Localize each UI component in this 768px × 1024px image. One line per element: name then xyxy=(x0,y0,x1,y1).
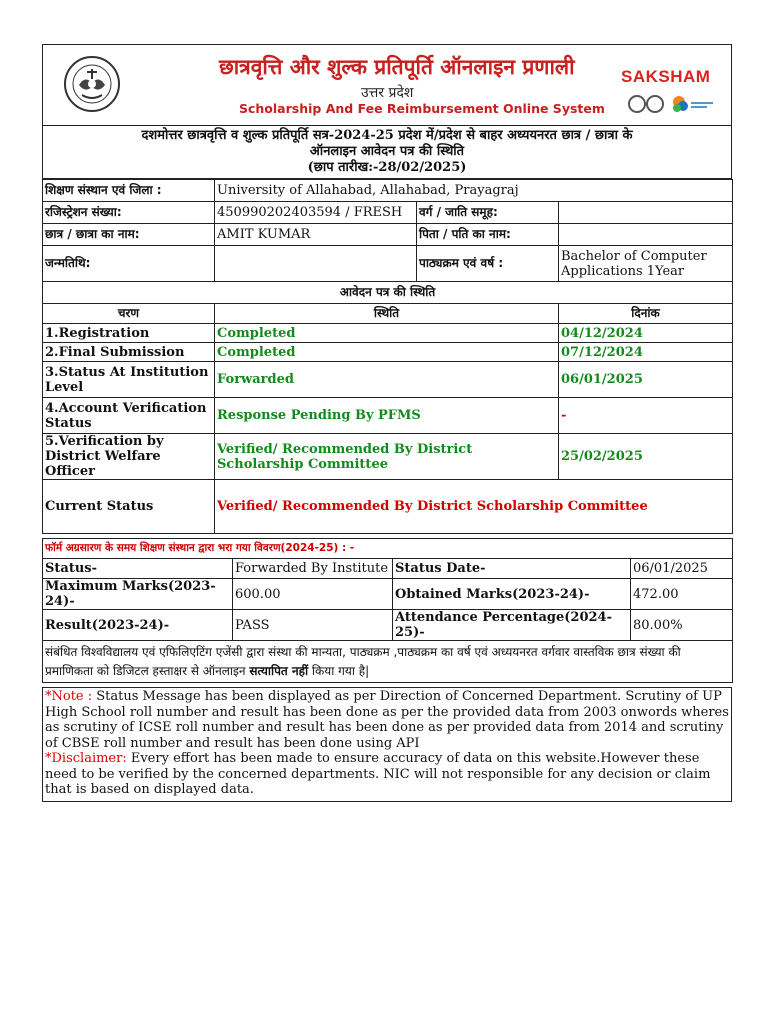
max-marks-value: 600.00 xyxy=(233,579,393,610)
result-value: PASS xyxy=(233,610,393,641)
institution-label: शिक्षण संस्थान एवं जिला : xyxy=(43,180,215,202)
status-section-heading: आवेदन पत्र की स्थिति xyxy=(43,282,733,304)
remark-text: संबंधित विश्वविद्यालय एवं एफिलिएटिंग एजेंसी द्वारा संस्था की मान्यता, पाठ्यक्रम ,पाठ्यक्रम का वर्ष एवं अध्ययनरत वर्गवार वास्तविक छात्र संख्या की प्रमाणिकता को डिजिटल हस्ताक्षर से ऑनलाइन xyxy=(45,644,681,678)
table-row xyxy=(43,398,733,434)
institution-form-heading: फॉर्म अग्रसारण के समय शिक्षण संस्थान द्वारा भरा गया विवरण(2024-25) : - xyxy=(43,539,733,559)
remark-text-end: किया गया है| xyxy=(308,663,370,678)
disclaimer-text: Every effort has been made to ensure accuracy of data on this website.However these need to be verified by the concerned departments. NIC will not responsible for any decision or claim that is based on displayed data. xyxy=(45,751,711,797)
date-cell: - xyxy=(559,398,733,434)
state-name-hindi: उत्तर प्रदेश xyxy=(361,85,414,101)
form-status-value: Forwarded By Institute xyxy=(233,559,393,579)
obtained-marks-value: 472.00 xyxy=(631,579,733,610)
print-date: (छाप तारीख:-28/02/2025) xyxy=(307,160,467,175)
father-name-label: पिता / पति का नाम: xyxy=(417,224,559,246)
student-name-value: AMIT KUMAR xyxy=(215,224,417,246)
status-cell: Response Pending By PFMS xyxy=(215,398,559,434)
stage-cell: 5.Verification by District Welfare Officer xyxy=(43,434,215,480)
course-value: Bachelor of Computer Applications 1Year xyxy=(559,246,733,282)
table-row xyxy=(43,362,733,398)
stage-cell: 3.Status At Institution Level xyxy=(43,362,215,398)
registration-label: रजिस्ट्रेशन संख्या: xyxy=(43,202,215,224)
obtained-marks-label: Obtained Marks(2023-24)- xyxy=(393,579,631,610)
attendance-value: 80.00% xyxy=(631,610,733,641)
date-cell: 07/12/2024 xyxy=(559,343,733,362)
stage-cell: 1.Registration xyxy=(43,324,215,343)
date-cell: 25/02/2025 xyxy=(559,434,733,480)
stage-cell: 4.Account Verification Status xyxy=(43,398,215,434)
status-date-value: 06/01/2025 xyxy=(631,559,733,579)
table-row xyxy=(43,324,733,343)
header xyxy=(42,44,732,126)
institution-value: University of Allahabad, Allahabad, Prayagraj xyxy=(215,180,733,202)
title-line-2: ऑनलाइन आवेदन पत्र की स्थिति xyxy=(309,144,465,159)
table-row xyxy=(43,343,733,362)
status-cell: Completed xyxy=(215,324,559,343)
portal-title-english: Scholarship And Fee Reimbursement Online System xyxy=(239,101,605,116)
application-status-document xyxy=(42,44,732,802)
col-stage-header: चरण xyxy=(43,304,215,324)
digital-india-logo-icon xyxy=(627,89,717,119)
result-label: Result(2023-24)- xyxy=(43,610,233,641)
date-cell: 04/12/2024 xyxy=(559,324,733,343)
category-value xyxy=(559,202,733,224)
saksham-logo: SAKSHAM xyxy=(621,67,711,86)
current-status-value: Verified/ Recommended By District Scholarship Committee xyxy=(215,480,733,534)
form-status-label: Status- xyxy=(43,559,233,579)
current-status-label: Current Status xyxy=(43,480,215,534)
notes-box xyxy=(42,687,732,802)
category-label: वर्ग / जाति समूह: xyxy=(417,202,559,224)
note-text: Status Message has been displayed as per Direction of Concerned Department. Scrutiny of UP High School roll number and result has been done as per the provided data from 2003 onwords wheres as scrutiny of ICSE roll number and result has been done as per provided data from 2014 and scrutiny of CBSE roll number and result has been done using API xyxy=(45,689,729,751)
status-cell: Completed xyxy=(215,343,559,362)
attendance-label: Attendance Percentage(2024-25)- xyxy=(393,610,631,641)
registration-value: 450990202403594 / FRESH xyxy=(215,202,417,224)
father-name-value xyxy=(559,224,733,246)
stage-cell: 2.Final Submission xyxy=(43,343,215,362)
institution-form-table xyxy=(42,538,733,683)
up-government-emblem-icon xyxy=(63,55,121,113)
student-name-label: छात्र / छात्रा का नाम: xyxy=(43,224,215,246)
title-line-1: दशमोत्तर छात्रवृत्ति व शुल्क प्रतिपूर्ति सत्र-2024-25 प्रदेश में/प्रदेश से बाहर अध्ययनरत छात्र / छात्रा के xyxy=(141,128,633,143)
col-status-header: स्थिति xyxy=(215,304,559,324)
col-date-header: दिनांक xyxy=(559,304,733,324)
note-label: *Note : xyxy=(45,689,93,704)
application-details-table xyxy=(42,179,733,534)
dob-label: जन्मतिथि: xyxy=(43,246,215,282)
table-row xyxy=(43,434,733,480)
max-marks-label: Maximum Marks(2023-24)- xyxy=(43,579,233,610)
dob-value xyxy=(215,246,417,282)
disclaimer-label: *Disclaimer: xyxy=(45,751,127,766)
status-date-label: Status Date- xyxy=(393,559,631,579)
portal-title-hindi: छात्रवृत्ति और शुल्क प्रतिपूर्ति ऑनलाइन प्रणाली xyxy=(219,55,575,79)
institution-remark xyxy=(43,641,733,683)
course-label: पाठ्यक्रम एवं वर्ष : xyxy=(417,246,559,282)
application-title-block xyxy=(42,126,732,179)
date-cell: 06/01/2025 xyxy=(559,362,733,398)
status-cell: Forwarded xyxy=(215,362,559,398)
status-cell: Verified/ Recommended By District Scholarship Committee xyxy=(215,434,559,480)
remark-not-verified: सत्यापित नहीं xyxy=(249,663,309,678)
